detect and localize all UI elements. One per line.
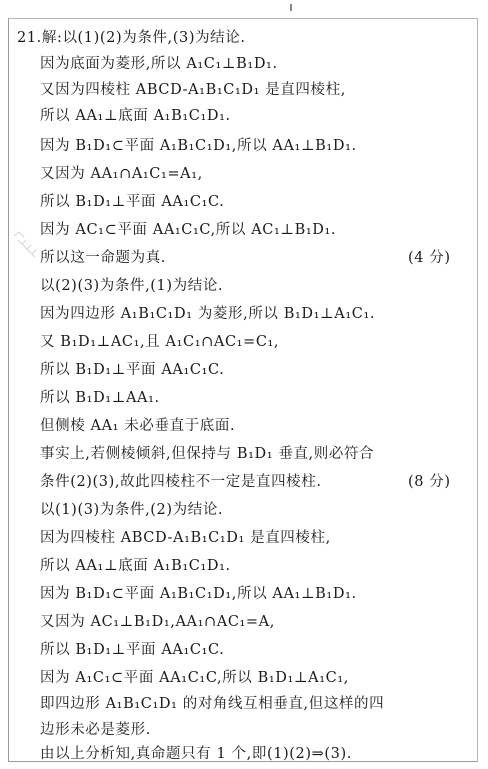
- solution-line: 又因为 AA₁∩A₁C₁=A₁,: [40, 166, 203, 182]
- solution-line: 但侧棱 AA₁ 未必垂直于底面.: [40, 418, 236, 434]
- solution-line: 因为 B₁D₁⊂平面 A₁B₁C₁D₁,所以 AA₁⊥B₁D₁.: [40, 586, 357, 602]
- solution-line: 以(2)(3)为条件,(1)为结论.: [40, 278, 224, 294]
- solution-line: 又 B₁D₁⊥AC₁,且 A₁C₁∩AC₁=C₁,: [40, 334, 280, 350]
- solution-line: 以(1)(3)为条件,(2)为结论.: [40, 502, 224, 518]
- solution-line: 所以 B₁D₁⊥平面 AA₁C₁C.: [40, 642, 225, 658]
- solution-line: 所以这一命题为真.: [40, 250, 167, 266]
- solution-line: 所以 AA₁⊥底面 A₁B₁C₁D₁.: [40, 558, 231, 574]
- solution-line: 事实上,若侧棱倾斜,但保持与 B₁D₁ 垂直,则必符合: [40, 446, 375, 462]
- solution-line: 所以 B₁D₁⊥平面 AA₁C₁C.: [40, 194, 225, 210]
- solution-line: 因为 B₁D₁⊂平面 A₁B₁C₁D₁,所以 AA₁⊥B₁D₁.: [40, 138, 357, 154]
- solution-line: 因为四棱柱 ABCD-A₁B₁C₁D₁ 是直四棱柱,: [40, 530, 331, 546]
- solution-line: 因为四边形 A₁B₁C₁D₁ 为菱形,所以 B₁D₁⊥A₁C₁.: [40, 306, 376, 322]
- solution-line: 又因为四棱柱 ABCD-A₁B₁C₁D₁ 是直四棱柱,: [40, 82, 346, 98]
- solution-line: 所以 B₁D₁⊥平面 AA₁C₁C.: [40, 362, 225, 378]
- solution-line: 21.解:以(1)(2)为条件,(3)为结论.: [17, 30, 246, 46]
- solution-line: 条件(2)(3),故此四棱柱不一定是直四棱柱.: [40, 474, 322, 490]
- solution-line: 所以 B₁D₁⊥AA₁.: [40, 390, 160, 406]
- solution-line: 所以 AA₁⊥底面 A₁B₁C₁D₁.: [40, 108, 231, 124]
- solution-line: 由以上分析知,真命题只有 1 个,即(1)(2)⇒(3).: [40, 746, 352, 762]
- solution-line: 即四边形 A₁B₁C₁D₁ 的对角线互相垂直,但这样的四: [40, 696, 385, 712]
- score-label: (8 分): [408, 474, 451, 490]
- solution-line: 因为底面为菱形,所以 A₁C₁⊥B₁D₁.: [40, 56, 278, 72]
- score-label: (4 分): [408, 250, 451, 266]
- solution-line: 边形未必是菱形.: [40, 722, 151, 738]
- solution-line: 因为 A₁C₁⊂平面 AA₁C₁C,所以 B₁D₁⊥A₁C₁,: [40, 670, 349, 686]
- solution-line: 又因为 AC₁⊥B₁D₁,AA₁∩AC₁=A,: [40, 614, 275, 630]
- solution-line: 因为 AC₁⊂平面 AA₁C₁C,所以 AC₁⊥B₁D₁.: [40, 222, 337, 238]
